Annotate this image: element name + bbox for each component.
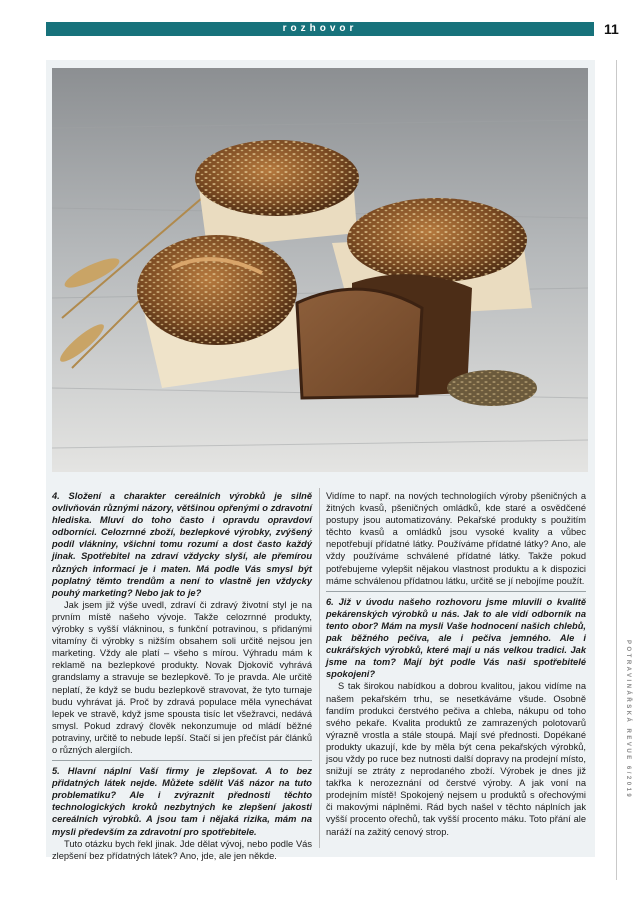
article-column-left	[52, 490, 312, 862]
question-separator	[326, 591, 586, 592]
section-title: rozhovor	[282, 23, 358, 34]
column-divider	[319, 488, 320, 848]
answer-4: Jak jsem již výše uvedl, zdraví či zdravý životní styl je na prvním místě našeho vývoje. Takže celozrnné produkty, výrobky s vyšší vlákninou, s funkční potravinou, s přidanými vitamíny či výrobky s nižším obsahem soli určitě nejsou jen marketing. Vždy ale platí – všeho s mírou. Výhradu mám k reklamě na bezlepkové produkty. Novak Djokovič vyhrává grandslamy a stravuje se bezlepkově. To je pravda. Ale určitě neplatí, že když se budu bezlepkově stravovat, že tyto turnaje budu vyhrávat já. Proč by zdravá populace měla vynechávat lepek ve stravě, když jsme spousta tisíc let vše​žravci, nedává smysl. Pokud zdravý člověk nekonzumuje od mládí běžné potraviny, určitě to nebude lepší. Stačí si jen přečíst pár článků o různých alergiích.	[52, 599, 312, 755]
section-header-bar	[46, 22, 594, 36]
journal-side-label: POTRAVINÁŘSKÁ REVUE 6/2019	[625, 640, 631, 800]
article-column-right	[326, 490, 586, 838]
answer-5-continued: Vidíme to např. na nových technologiích výroby pšeničných a žitných kvasů, pšeničných omládků, kde staré a osvědčené postupy jsou automatizovány. Pekařské produkty s použitím těchto kvasů a omládků jsou vysoké kvality a vůbec nepotřebují přídatné látky. Používáme přídatné látky? Ano, ale vždy používáme schválené přídatné látky. Takže pokud potřebujeme vylepšit nějakou vlastnost produktu a k dispozici máme schválenou přídatnou látku, určitě se jí nebojíme použít.	[326, 491, 586, 586]
answer-5-start: Tuto otázku bych řekl jinak. Jde dělat vývoj, nebo podle Vás zlepšení bez přídatných látek? Ano, jde, ale jen někde.	[52, 838, 312, 861]
question-6: 6. Již v úvodu našeho rozhovoru jsme mluvili o kvalitě pekárenských výrobků u nás. Jak to ale vidí odborník na tento obor? Mám na mysli Vaše hodnocení našich chlebů, pak běžného pečiva, ale i pečiva jemného. Ale i cukrářských výrobků, které mají u nás velkou tradici. Jak jsme na tom? Mají být podle Vás naši spotřebitelé spokojeni?	[326, 596, 586, 680]
bread-photo-illustration	[52, 68, 588, 472]
question-5: 5. Hlavní náplní Vaší firmy je zlepšovat. A to bez přidatných látek nejde. Můžete sdělit Váš názor na tuto problematiku? Ale i zvýraznit přednosti těchto technologických kroků nezbytných ke zlepšení jakosti cereálních výrobků. A jsou tam i nějaká rizika, mám na mysli především za zdravotní pro spotřebitele.	[52, 766, 312, 837]
margin-rule	[616, 60, 617, 880]
answer-6: S tak širokou nabídkou a dobrou kvalitou, jakou vidíme na našem pekařském trhu, se nesetkáváme všude. Osobně fandím produkci čerstvého pečiva a chleba, nákupu od toho svého pekaře. Kvalita produktů ze zamrazených polotovarů výrazně vrostla a stále stoupá. Mají své přednosti. Dopékané produkty ukazují, kde by měla být cena pekařských výrobků, jsou vždy po ruce bez nutnosti další dopravy na prodejní místo, snižují se ztráty z neprodaného zboží. Výrobek je dnes již takřka k nerozeznání od čerstvé výroby. A jak voní na prodejním místě! Spokojený nejsem u produktů s ořechovými či makovými náplněmi. Rád bych našel v těchto náplních jak vyšší procento ořechů, tak vyšší procento máku. Toto přání ale naráží na zažitý cenový strop.	[326, 681, 586, 837]
question-separator	[52, 760, 312, 761]
question-4: 4. Složení a charakter cereálních výrobků je silně ovlivňován různými názory, většinou opřenými o zdravotní hlediska. Mluví do toho často i opravdu opravdoví odborníci. Celozrnné zboží, bezlepkové výrobky, zvýšený podíl vlákniny, všichni tomu rozumí a dost často každý jinak. Spotřebitel na zdraví vždycky slyší, ale přemírou různých informací je i maten. Má podle Vás smysl být poplatný těmto trendům a není to vlastně jen vždycky pouhý marketing? Nebo jak to je?	[52, 491, 312, 598]
page-number: 11	[604, 21, 619, 37]
bread-photo	[52, 68, 588, 472]
